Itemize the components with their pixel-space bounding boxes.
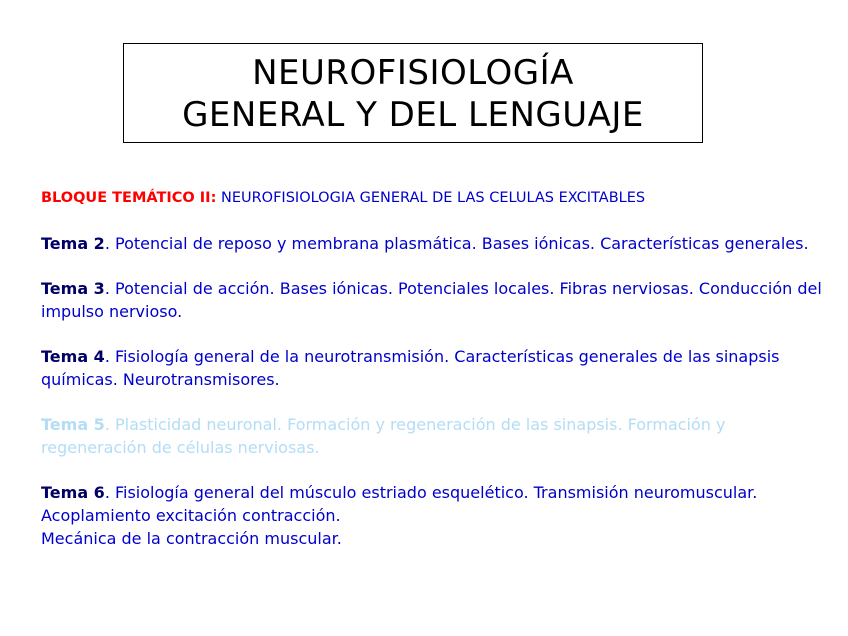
- tema-3-text: . Potencial de acción. Bases iónicas. Potenciales locales. Fibras nerviosas. Conducción del impulso nervioso.: [41, 279, 822, 321]
- tema-6-text: . Fisiología general del músculo estriado esquelético. Transmisión neuromuscular.: [104, 483, 758, 502]
- content-area: [41, 187, 831, 572]
- tema-5-label: Tema 5: [41, 415, 105, 434]
- tema-5: [41, 413, 831, 459]
- tema-4-text: . Fisiología general de la neurotransmisión. Características generales de las sinapsis químicas. Neurotransmisores.: [41, 347, 780, 389]
- tema-3-label: Tema 3: [41, 279, 105, 298]
- tema-5-text: . Plasticidad neuronal. Formación y regeneración de las sinapsis. Formación y regeneración de células nerviosas.: [41, 415, 726, 457]
- bloque-text: NEUROFISIOLOGIA GENERAL DE LAS CELULAS EXCITABLES: [220, 190, 646, 206]
- title-box: [123, 43, 703, 143]
- tema-3: [41, 277, 831, 323]
- page-title-line-2: GENERAL Y DEL LENGUAJE: [182, 95, 644, 135]
- tema-2: [41, 232, 831, 255]
- bloque-heading: [41, 187, 831, 210]
- page-title-line-1: NEUROFISIOLOGÍA: [252, 53, 574, 93]
- tema-6-line-2: Acoplamiento excitación contracción.: [41, 506, 341, 525]
- tema-4-label: Tema 4: [41, 347, 105, 366]
- tema-6-label: Tema 6: [41, 483, 105, 502]
- tema-6-line-3: Mecánica de la contracción muscular.: [41, 529, 342, 548]
- tema-6: [41, 481, 831, 550]
- tema-4: [41, 345, 831, 391]
- tema-2-text: . Potencial de reposo y membrana plasmática. Bases iónicas. Características generales.: [104, 234, 809, 253]
- bloque-label: BLOQUE TEMÁTICO II:: [41, 190, 217, 206]
- tema-2-label: Tema 2: [41, 234, 105, 253]
